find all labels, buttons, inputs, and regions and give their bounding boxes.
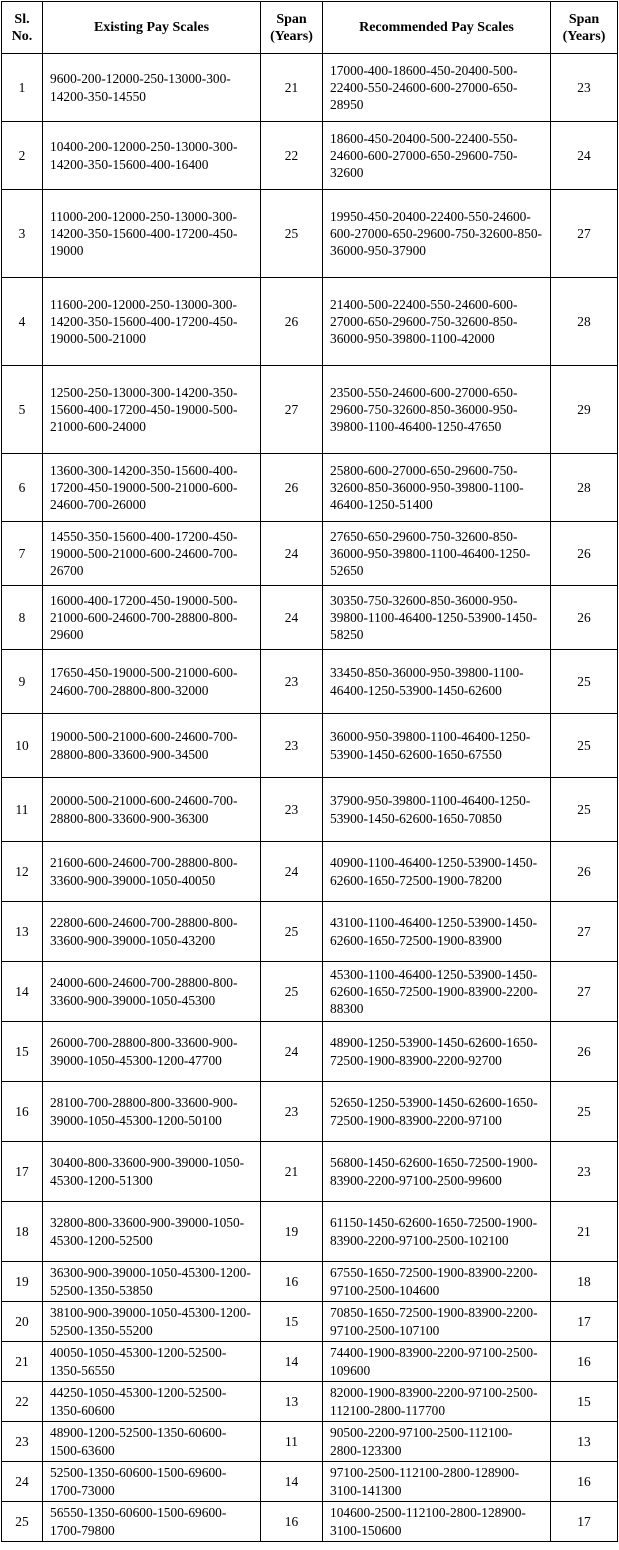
sl-no-cell: 21: [2, 1342, 43, 1382]
table-row: [2, 522, 618, 586]
span-recommended-cell: 17: [551, 1302, 618, 1342]
table-row: [2, 122, 618, 190]
span-recommended-cell: 29: [551, 366, 618, 454]
recommended-pay-scale-cell: 97100-2500-112100-2800-128900-3100-141300: [323, 1462, 551, 1502]
span-existing-cell: 27: [261, 366, 323, 454]
table-row: [2, 1082, 618, 1142]
span-recommended-cell: 25: [551, 1082, 618, 1142]
sl-no-cell: 18: [2, 1202, 43, 1262]
sl-no-cell: 5: [2, 366, 43, 454]
existing-pay-scale-cell: 11600-200-12000-250-13000-300-14200-350-15600-400-17200-450-19000-500-21000: [43, 278, 261, 366]
span-existing-cell: 13: [261, 1382, 323, 1422]
span-existing-cell: 23: [261, 1082, 323, 1142]
span-recommended-cell: 27: [551, 902, 618, 962]
recommended-pay-scale-cell: 52650-1250-53900-1450-62600-1650-72500-1900-83900-2200-97100: [323, 1082, 551, 1142]
existing-pay-scale-cell: 16000-400-17200-450-19000-500-21000-600-24600-700-28800-800-29600: [43, 586, 261, 650]
span-recommended-cell: 28: [551, 278, 618, 366]
table-row: [2, 778, 618, 842]
recommended-pay-scale-cell: 17000-400-18600-450-20400-500-22400-550-24600-600-27000-650-28950: [323, 54, 551, 122]
existing-pay-scale-cell: 11000-200-12000-250-13000-300-14200-350-15600-400-17200-450-19000: [43, 190, 261, 278]
sl-no-cell: 16: [2, 1082, 43, 1142]
sl-no-cell: 19: [2, 1262, 43, 1302]
recommended-pay-scale-cell: 23500-550-24600-600-27000-650-29600-750-32600-850-36000-950-39800-1100-46400-1250-47650: [323, 366, 551, 454]
sl-no-cell: 24: [2, 1462, 43, 1502]
recommended-pay-scale-cell: 37900-950-39800-1100-46400-1250-53900-1450-62600-1650-70850: [323, 778, 551, 842]
table-row: [2, 1262, 618, 1302]
table-row: [2, 650, 618, 714]
span-existing-cell: 22: [261, 122, 323, 190]
sl-no-cell: 11: [2, 778, 43, 842]
table-row: [2, 1342, 618, 1382]
span-recommended-cell: 17: [551, 1502, 618, 1542]
recommended-pay-scale-cell: 74400-1900-83900-2200-97100-2500-109600: [323, 1342, 551, 1382]
span-recommended-cell: 27: [551, 190, 618, 278]
recommended-pay-scale-cell: 104600-2500-112100-2800-128900-3100-150600: [323, 1502, 551, 1542]
sl-no-cell: 25: [2, 1502, 43, 1542]
existing-pay-scale-cell: 21600-600-24600-700-28800-800-33600-900-39000-1050-40050: [43, 842, 261, 902]
existing-pay-scale-cell: 30400-800-33600-900-39000-1050-45300-1200-51300: [43, 1142, 261, 1202]
span-existing-cell: 24: [261, 1022, 323, 1082]
span-recommended-cell: 23: [551, 1142, 618, 1202]
span-existing-cell: 23: [261, 650, 323, 714]
span-recommended-cell: 24: [551, 122, 618, 190]
span-existing-cell: 23: [261, 714, 323, 778]
pay-scales-table: [1, 1, 618, 1542]
recommended-pay-scale-cell: 27650-650-29600-750-32600-850-36000-950-39800-1100-46400-1250-52650: [323, 522, 551, 586]
header-row: [2, 2, 618, 54]
span-recommended-cell: 13: [551, 1422, 618, 1462]
table-row: [2, 962, 618, 1022]
sl-no-cell: 23: [2, 1422, 43, 1462]
sl-no-cell: 12: [2, 842, 43, 902]
sl-no-cell: 2: [2, 122, 43, 190]
span-existing-cell: 25: [261, 962, 323, 1022]
span-recommended-cell: 25: [551, 714, 618, 778]
span-existing-cell: 23: [261, 778, 323, 842]
table-row: [2, 586, 618, 650]
span-recommended-cell: 21: [551, 1202, 618, 1262]
existing-pay-scale-cell: 14550-350-15600-400-17200-450-19000-500-21000-600-24600-700-26700: [43, 522, 261, 586]
table-row: [2, 1502, 618, 1542]
span-existing-cell: 21: [261, 54, 323, 122]
span-recommended-cell: 25: [551, 778, 618, 842]
span-recommended-cell: 16: [551, 1462, 618, 1502]
recommended-pay-scale-cell: 61150-1450-62600-1650-72500-1900-83900-2200-97100-2500-102100: [323, 1202, 551, 1262]
existing-pay-scale-cell: 40050-1050-45300-1200-52500-1350-56550: [43, 1342, 261, 1382]
recommended-pay-scale-cell: 67550-1650-72500-1900-83900-2200-97100-2500-104600: [323, 1262, 551, 1302]
sl-no-cell: 13: [2, 902, 43, 962]
table-row: [2, 190, 618, 278]
sl-no-cell: 14: [2, 962, 43, 1022]
recommended-pay-scale-cell: 43100-1100-46400-1250-53900-1450-62600-1650-72500-1900-83900: [323, 902, 551, 962]
span-existing-cell: 14: [261, 1462, 323, 1502]
existing-pay-scale-cell: 17650-450-19000-500-21000-600-24600-700-28800-800-32000: [43, 650, 261, 714]
existing-pay-scale-cell: 20000-500-21000-600-24600-700-28800-800-33600-900-36300: [43, 778, 261, 842]
span-existing-cell: 25: [261, 902, 323, 962]
existing-pay-scale-cell: 38100-900-39000-1050-45300-1200-52500-1350-55200: [43, 1302, 261, 1342]
span-existing-cell: 24: [261, 522, 323, 586]
table-row: [2, 54, 618, 122]
header-sl-no: Sl. No.: [2, 2, 43, 54]
recommended-pay-scale-cell: 40900-1100-46400-1250-53900-1450-62600-1650-72500-1900-78200: [323, 842, 551, 902]
span-existing-cell: 19: [261, 1202, 323, 1262]
existing-pay-scale-cell: 52500-1350-60600-1500-69600-1700-73000: [43, 1462, 261, 1502]
recommended-pay-scale-cell: 18600-450-20400-500-22400-550-24600-600-27000-650-29600-750-32600: [323, 122, 551, 190]
header-span-existing: Span (Years): [261, 2, 323, 54]
recommended-pay-scale-cell: 48900-1250-53900-1450-62600-1650-72500-1900-83900-2200-92700: [323, 1022, 551, 1082]
table-row: [2, 1302, 618, 1342]
existing-pay-scale-cell: 48900-1200-52500-1350-60600-1500-63600: [43, 1422, 261, 1462]
existing-pay-scale-cell: 22800-600-24600-700-28800-800-33600-900-39000-1050-43200: [43, 902, 261, 962]
recommended-pay-scale-cell: 30350-750-32600-850-36000-950-39800-1100-46400-1250-53900-1450-58250: [323, 586, 551, 650]
sl-no-cell: 3: [2, 190, 43, 278]
header-recommended-pay-scales: Recommended Pay Scales: [323, 2, 551, 54]
span-existing-cell: 26: [261, 454, 323, 522]
span-existing-cell: 24: [261, 586, 323, 650]
span-existing-cell: 24: [261, 842, 323, 902]
span-existing-cell: 21: [261, 1142, 323, 1202]
recommended-pay-scale-cell: 70850-1650-72500-1900-83900-2200-97100-2500-107100: [323, 1302, 551, 1342]
recommended-pay-scale-cell: 25800-600-27000-650-29600-750-32600-850-36000-950-39800-1100-46400-1250-51400: [323, 454, 551, 522]
recommended-pay-scale-cell: 56800-1450-62600-1650-72500-1900-83900-2200-97100-2500-99600: [323, 1142, 551, 1202]
recommended-pay-scale-cell: 21400-500-22400-550-24600-600-27000-650-29600-750-32600-850-36000-950-39800-1100-42000: [323, 278, 551, 366]
span-recommended-cell: 26: [551, 1022, 618, 1082]
span-existing-cell: 16: [261, 1262, 323, 1302]
span-recommended-cell: 28: [551, 454, 618, 522]
span-recommended-cell: 26: [551, 522, 618, 586]
sl-no-cell: 22: [2, 1382, 43, 1422]
sl-no-cell: 4: [2, 278, 43, 366]
span-recommended-cell: 23: [551, 54, 618, 122]
table-body: [2, 54, 618, 1542]
span-existing-cell: 14: [261, 1342, 323, 1382]
recommended-pay-scale-cell: 33450-850-36000-950-39800-1100-46400-1250-53900-1450-62600: [323, 650, 551, 714]
span-existing-cell: 11: [261, 1422, 323, 1462]
existing-pay-scale-cell: 19000-500-21000-600-24600-700-28800-800-33600-900-34500: [43, 714, 261, 778]
table-header: [2, 2, 618, 54]
existing-pay-scale-cell: 24000-600-24600-700-28800-800-33600-900-39000-1050-45300: [43, 962, 261, 1022]
sl-no-cell: 9: [2, 650, 43, 714]
recommended-pay-scale-cell: 82000-1900-83900-2200-97100-2500-112100-2800-117700: [323, 1382, 551, 1422]
table-row: [2, 454, 618, 522]
header-span-recommended: Span (Years): [551, 2, 618, 54]
table-row: [2, 278, 618, 366]
sl-no-cell: 8: [2, 586, 43, 650]
table-row: [2, 1142, 618, 1202]
span-recommended-cell: 27: [551, 962, 618, 1022]
table-row: [2, 902, 618, 962]
existing-pay-scale-cell: 10400-200-12000-250-13000-300-14200-350-15600-400-16400: [43, 122, 261, 190]
span-recommended-cell: 18: [551, 1262, 618, 1302]
sl-no-cell: 20: [2, 1302, 43, 1342]
span-existing-cell: 15: [261, 1302, 323, 1342]
table-row: [2, 714, 618, 778]
existing-pay-scale-cell: 12500-250-13000-300-14200-350-15600-400-17200-450-19000-500-21000-600-24000: [43, 366, 261, 454]
sl-no-cell: 15: [2, 1022, 43, 1082]
existing-pay-scale-cell: 13600-300-14200-350-15600-400-17200-450-19000-500-21000-600-24600-700-26000: [43, 454, 261, 522]
recommended-pay-scale-cell: 36000-950-39800-1100-46400-1250-53900-1450-62600-1650-67550: [323, 714, 551, 778]
table-row: [2, 1382, 618, 1422]
existing-pay-scale-cell: 44250-1050-45300-1200-52500-1350-60600: [43, 1382, 261, 1422]
existing-pay-scale-cell: 32800-800-33600-900-39000-1050-45300-1200-52500: [43, 1202, 261, 1262]
header-existing-pay-scales: Existing Pay Scales: [43, 2, 261, 54]
table-row: [2, 1462, 618, 1502]
table-row: [2, 1202, 618, 1262]
table-row: [2, 1022, 618, 1082]
recommended-pay-scale-cell: 45300-1100-46400-1250-53900-1450-62600-1650-72500-1900-83900-2200-88300: [323, 962, 551, 1022]
existing-pay-scale-cell: 56550-1350-60600-1500-69600-1700-79800: [43, 1502, 261, 1542]
span-existing-cell: 25: [261, 190, 323, 278]
existing-pay-scale-cell: 9600-200-12000-250-13000-300-14200-350-14550: [43, 54, 261, 122]
existing-pay-scale-cell: 28100-700-28800-800-33600-900-39000-1050-45300-1200-50100: [43, 1082, 261, 1142]
table-row: [2, 1422, 618, 1462]
sl-no-cell: 1: [2, 54, 43, 122]
recommended-pay-scale-cell: 90500-2200-97100-2500-112100-2800-123300: [323, 1422, 551, 1462]
table-row: [2, 842, 618, 902]
sl-no-cell: 17: [2, 1142, 43, 1202]
recommended-pay-scale-cell: 19950-450-20400-22400-550-24600-600-27000-650-29600-750-32600-850-36000-950-37900: [323, 190, 551, 278]
span-recommended-cell: 26: [551, 842, 618, 902]
existing-pay-scale-cell: 26000-700-28800-800-33600-900-39000-1050-45300-1200-47700: [43, 1022, 261, 1082]
table-row: [2, 366, 618, 454]
span-recommended-cell: 16: [551, 1342, 618, 1382]
sl-no-cell: 10: [2, 714, 43, 778]
span-recommended-cell: 26: [551, 586, 618, 650]
span-existing-cell: 26: [261, 278, 323, 366]
span-recommended-cell: 25: [551, 650, 618, 714]
existing-pay-scale-cell: 36300-900-39000-1050-45300-1200-52500-1350-53850: [43, 1262, 261, 1302]
sl-no-cell: 7: [2, 522, 43, 586]
sl-no-cell: 6: [2, 454, 43, 522]
span-existing-cell: 16: [261, 1502, 323, 1542]
span-recommended-cell: 15: [551, 1382, 618, 1422]
